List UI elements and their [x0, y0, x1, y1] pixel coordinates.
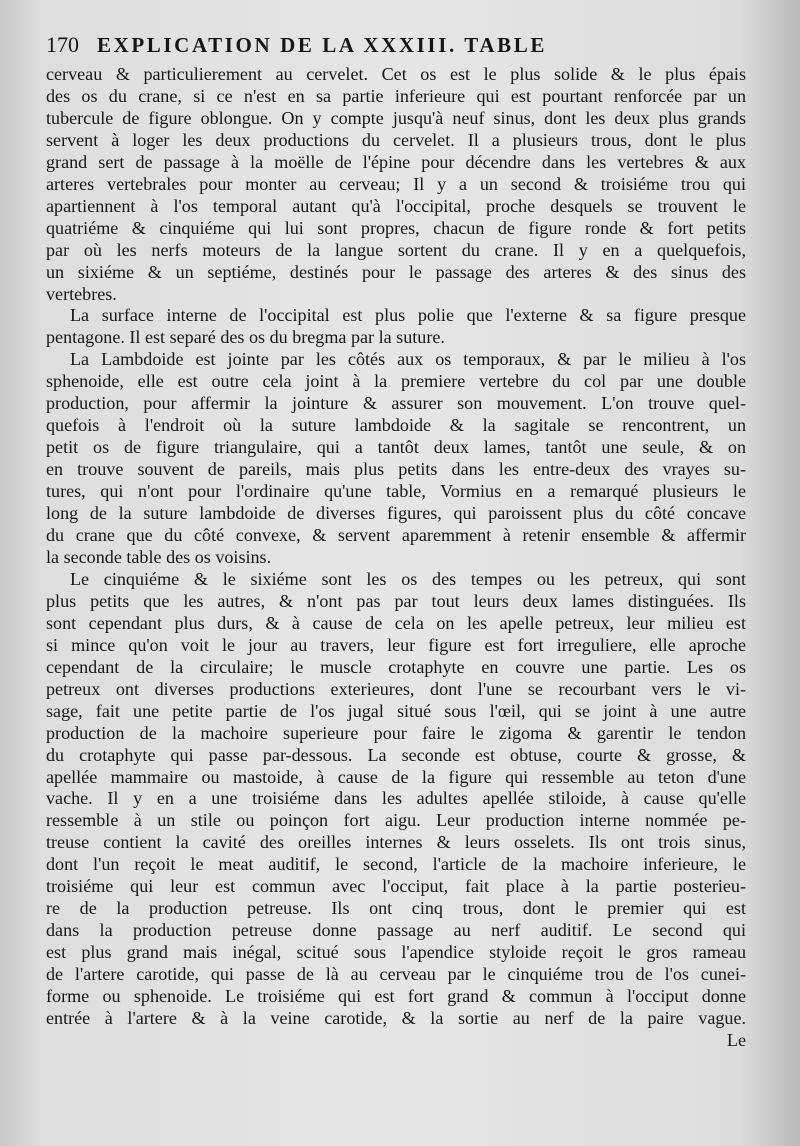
text-line: vertebres.	[46, 283, 117, 304]
text-line: production de la machoire superieure pour faire le zigoma & garentir le tendon	[46, 722, 746, 743]
text-line: un sixiéme & un septiéme, destinés pour le passage des arteres & des sinus des	[46, 261, 746, 282]
text-line: petit os de figure triangulaire, qui a tantôt deux lames, tantôt une seule, & on	[46, 437, 746, 458]
text-line: par où les nerfs moteurs de la langue sortent du crane. Il y en a quelquefois,	[46, 239, 746, 260]
body-text	[46, 64, 746, 1052]
text-line: plus petits que les autres, & n'ont pas par tout leurs deux lames distinguées. Ils	[46, 590, 746, 611]
text-line: petreux ont diverses productions exterieures, dont l'une se recourbant vers le vi-	[46, 678, 746, 699]
text-block	[46, 32, 746, 1052]
running-head	[46, 32, 746, 64]
text-line: tures, qui n'ont pour l'ordinaire qu'une table, Vormius en a remarqué plusieurs le	[46, 481, 746, 502]
text-line: dont l'un reçoit le meat auditif, le second, l'article de la machoire inferieure, le	[46, 854, 746, 875]
text-line: tubercule de figure oblongue. On y compte jusqu'à neuf sinus, dont les deux plus grands	[46, 107, 746, 128]
text-line: du crane que du côté convexe, & servent aparemment à retenir ensemble & affermir	[46, 525, 746, 546]
text-line: sage, fait une petite partie de l'os jugal situé sous l'œil, qui se joint à une autre	[46, 700, 746, 721]
text-line: forme ou sphenoide. Le troisiéme qui est fort grand & commun à l'occiput donne	[46, 986, 746, 1007]
text-line: sont cependant plus durs, & à cause de cela on les apelle petreux, leur milieu est	[46, 612, 746, 633]
text-line: si mince qu'on voit le jour au travers, leur figure est fort irreguliere, elle aproche	[46, 634, 746, 655]
text-line: quatriéme & cinquiéme qui lui sont propres, chacun de figure ronde & fort petits	[46, 217, 746, 238]
text-line: arteres vertebrales pour monter au cerveau; Il y a un second & troisiéme trou qui	[46, 173, 746, 194]
text-line: du crotaphyte qui passe par-dessous. La seconde est obtuse, courte & grosse, &	[46, 744, 746, 765]
text-line: apellée mammaire ou mastoide, à cause de la figure qui ressemble au teton d'une	[46, 766, 746, 787]
running-head-title: EXPLICATION DE LA XXXIII. TABLE	[97, 33, 547, 57]
text-line: production, pour affermir la jointure & assurer son mouvement. L'on trouve quel-	[46, 393, 746, 414]
text-line: La Lambdoide est jointe par les côtés aux os temporaux, & par le milieu à l'os	[70, 349, 746, 370]
text-line: ressemble à un stile ou poinçon fort aigu. Leur production interne nommée pe-	[46, 810, 746, 831]
text-line: grand sert de passage à la moëlle de l'épine pour décendre dans les vertebres & aux	[46, 151, 746, 172]
text-line: long de la suture lambdoide de diverses figures, qui paroissent plus du côté concave	[46, 503, 746, 524]
text-line: La surface interne de l'occipital est plus polie que l'externe & sa figure presque	[70, 305, 746, 326]
text-line: la seconde table des os voisins.	[46, 546, 272, 567]
text-line: des os du crane, si ce n'est en sa partie inferieure qui est pourtant renforcée par un	[46, 85, 746, 106]
text-line: en trouve souvent de pareils, mais plus petits dans les entre-deux des vrayes su-	[46, 459, 746, 480]
text-line: de l'artere carotide, qui passe de là au cerveau par le cinquiéme trou de l'os cunei-	[46, 964, 746, 985]
text-line: apartiennent à l'os temporal autant qu'à l'occipital, proche desquels se trouvent le	[46, 195, 746, 216]
text-line: dans la production petreuse donne passage au nerf auditif. Le second qui	[46, 920, 746, 941]
text-line: cerveau & particulierement au cervelet. Cet os est le plus solide & le plus épais	[46, 64, 746, 84]
text-line: servent à loger les deux productions du cervelet. Il a plusieurs trous, dont le plus	[46, 129, 746, 150]
text-line: cependant de la circulaire; le muscle crotaphyte en couvre une partie. Les os	[46, 656, 746, 677]
text-line: Le cinquiéme & le sixiéme sont les os des tempes ou les petreux, qui sont	[70, 568, 746, 589]
text-line: re de la production petreuse. Ils ont cinq trous, dont le premier qui est	[46, 898, 746, 919]
text-line: est plus grand mais inégal, scitué sous l'apendice styloide reçoit le gros rameau	[46, 942, 746, 963]
text-line: quefois à l'endroit où la suture lambdoide & la sagitale se rencontrent, un	[46, 415, 746, 436]
text-line: vache. Il y en a une troisiéme dans les adultes apellée stiloide, à cause qu'elle	[46, 788, 746, 809]
catchword: Le	[726, 1029, 746, 1050]
text-line: sphenoide, elle est outre cela joint à la premiere vertebre du col par une double	[46, 371, 746, 392]
text-line: entrée à l'artere & à la veine carotide, & la sortie au nerf de la paire vague.	[46, 1007, 746, 1028]
text-line: pentagone. Il est separé des os du bregma par la suture.	[46, 327, 445, 348]
text-line: treuse contient la cavité des oreilles internes & leurs osselets. Ils ont trois sinus,	[46, 832, 746, 853]
text-line: troisiéme qui leur est commun avec l'occiput, fait place à la partie posterieu-	[46, 876, 746, 897]
page-number: 170	[46, 32, 79, 57]
